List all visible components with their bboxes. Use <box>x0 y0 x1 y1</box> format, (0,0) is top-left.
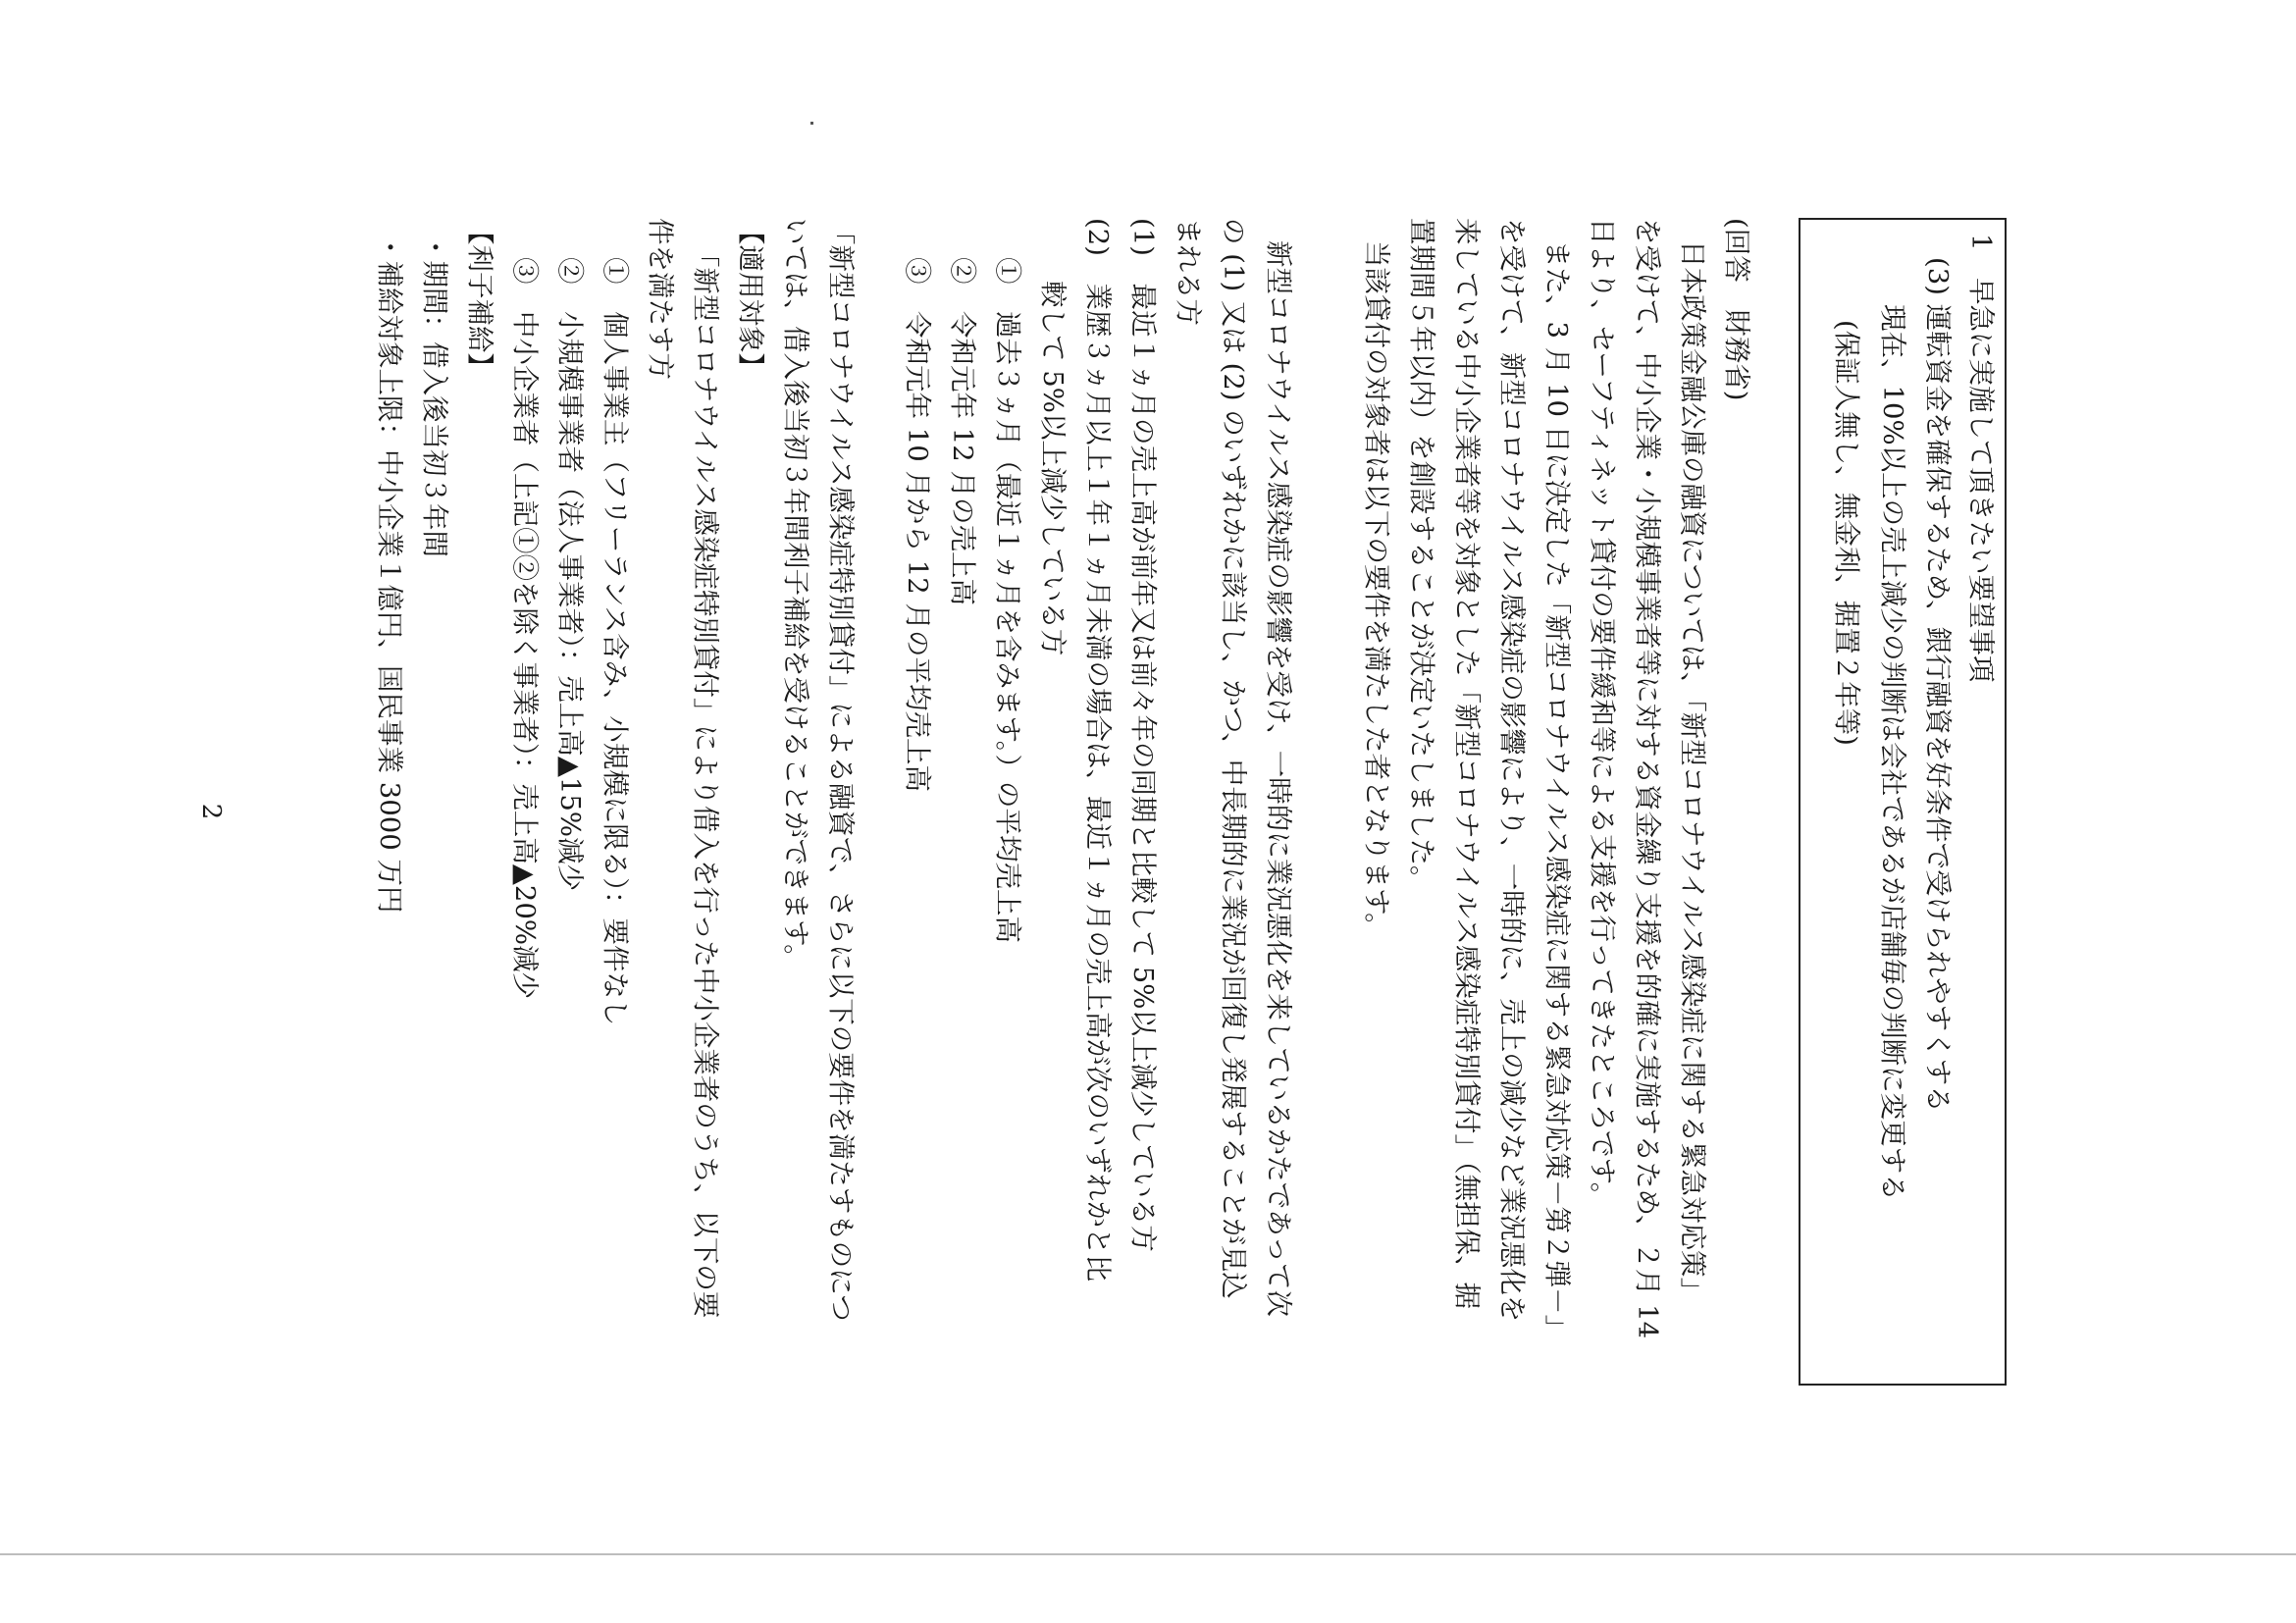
eligible-intro-line-1: 「新型コロナウイルス感染症特別貸付」により借入を行った中小企業者のうち、以下の要 <box>690 240 721 1319</box>
sub-requirement-2: ② 令和元年 12 月の売上高 <box>947 257 978 605</box>
page-number: 2 <box>196 803 226 820</box>
para-4-line-1: 「新型コロナウイルス感染症特別貸付」による融資で、さらに以下の要件を満たすものにつ <box>825 218 857 1322</box>
eligible-heading: 【適用対象】 <box>735 218 766 380</box>
subsidy-item-1: ・期間：借入後当初３年間 <box>419 234 450 557</box>
subsidy-item-2: ・補給対象上限：中小企業１億円、国民事業 3000 万円 <box>374 234 405 914</box>
demand-detail-1: 現在、10%以上の売上減少の判断は会社であるが店舗毎の判断に変更する <box>1877 304 1908 1201</box>
eligible-item-3: ③ 中小企業者（上記①②を除く事業者）：売上高▲20%減少 <box>509 257 541 1000</box>
eligible-item-2: ② 小規模事業者（法人事業者）：売上高▲15%減少 <box>554 257 586 892</box>
para-2-line-2: を受けて、新型コロナウイルス感染症の影響により、一時的に、売上の減少など業況悪化を <box>1496 218 1528 1323</box>
para-2-line-1: また、3 月 10 日に決定した「新型コロナウイルス感染症に関する緊急対応策－第２弾－」 <box>1541 240 1573 1342</box>
para-2-line-5: 当該貸付の対象者は以下の要件を満たした者となります。 <box>1361 240 1392 940</box>
demand-heading: 1 早急に実施して頂きたい要望事項 <box>1965 234 1997 683</box>
eligible-intro-line-2: 件を満たす方 <box>645 218 676 380</box>
requirement-1: (1) 最近１ヵ月の売上高が前年又は前々年の同期と比較して 5%以上減少している方 <box>1127 218 1159 1252</box>
para-3-line-3: まれる方 <box>1173 218 1204 326</box>
demand-detail-2: (保証人無し、無金利、据置２年等) <box>1831 320 1862 746</box>
para-1-line-2: を受けて、中小企業・小規模事業者等に対する資金繰り支援を的確に実施するため、２月 14 <box>1632 218 1663 1339</box>
eligible-item-1: ① 個人事業主（フリーランス含み、小規模に限る）：要件なし <box>600 257 631 1026</box>
para-3-line-1: 新型コロナウイルス感染症の影響を受け、一時的に業況悪化を来しているかたであって次 <box>1263 240 1294 1317</box>
para-1-line-1: 日本政策金融公庫の融資については、「新型コロナウイルス感染症に関する緊急対応策」 <box>1677 240 1708 1305</box>
requirement-2-line-1: (2) 業歴３ヵ月以上１年１ヵ月未満の場合は、最近１ヵ月の売上高が次のいずれかと比 <box>1082 218 1114 1282</box>
para-2-line-3: 来している中小企業者等を対象とした「新型コロナウイルス感染症特別貸付」（無担保、据 <box>1451 218 1483 1310</box>
requirement-2-line-2: 較して 5%以上減少している方 <box>1037 281 1069 656</box>
para-1-line-3: 日より、セーフティネット貸付の要件緩和等による支援を行ってきたところです。 <box>1587 218 1618 1210</box>
answer-label: (回答 財務省) <box>1721 218 1752 401</box>
demand-item: (3) 運転資金を確保するため、銀行融資を好条件で受けられやすくする <box>1922 257 1954 1113</box>
para-2-line-4: 置期間５年以内）を創設することが決定いたしました。 <box>1406 218 1437 893</box>
sub-requirement-1: ① 過去３ヵ月（最近１ヵ月を含みます。）の平均売上高 <box>992 257 1023 944</box>
sub-requirement-3: ③ 令和元年 10 月から 12 月の平均売上高 <box>902 257 933 792</box>
subsidy-heading: 【利子補給】 <box>464 218 496 380</box>
para-4-line-2: いては、借入後当初３年間利子補給を受けることができます。 <box>780 218 811 971</box>
para-3-line-2: の (1) 又は (2) のいずれかに該当し、かつ、中長期的に業況が回復し発展することが見込 <box>1218 218 1249 1299</box>
